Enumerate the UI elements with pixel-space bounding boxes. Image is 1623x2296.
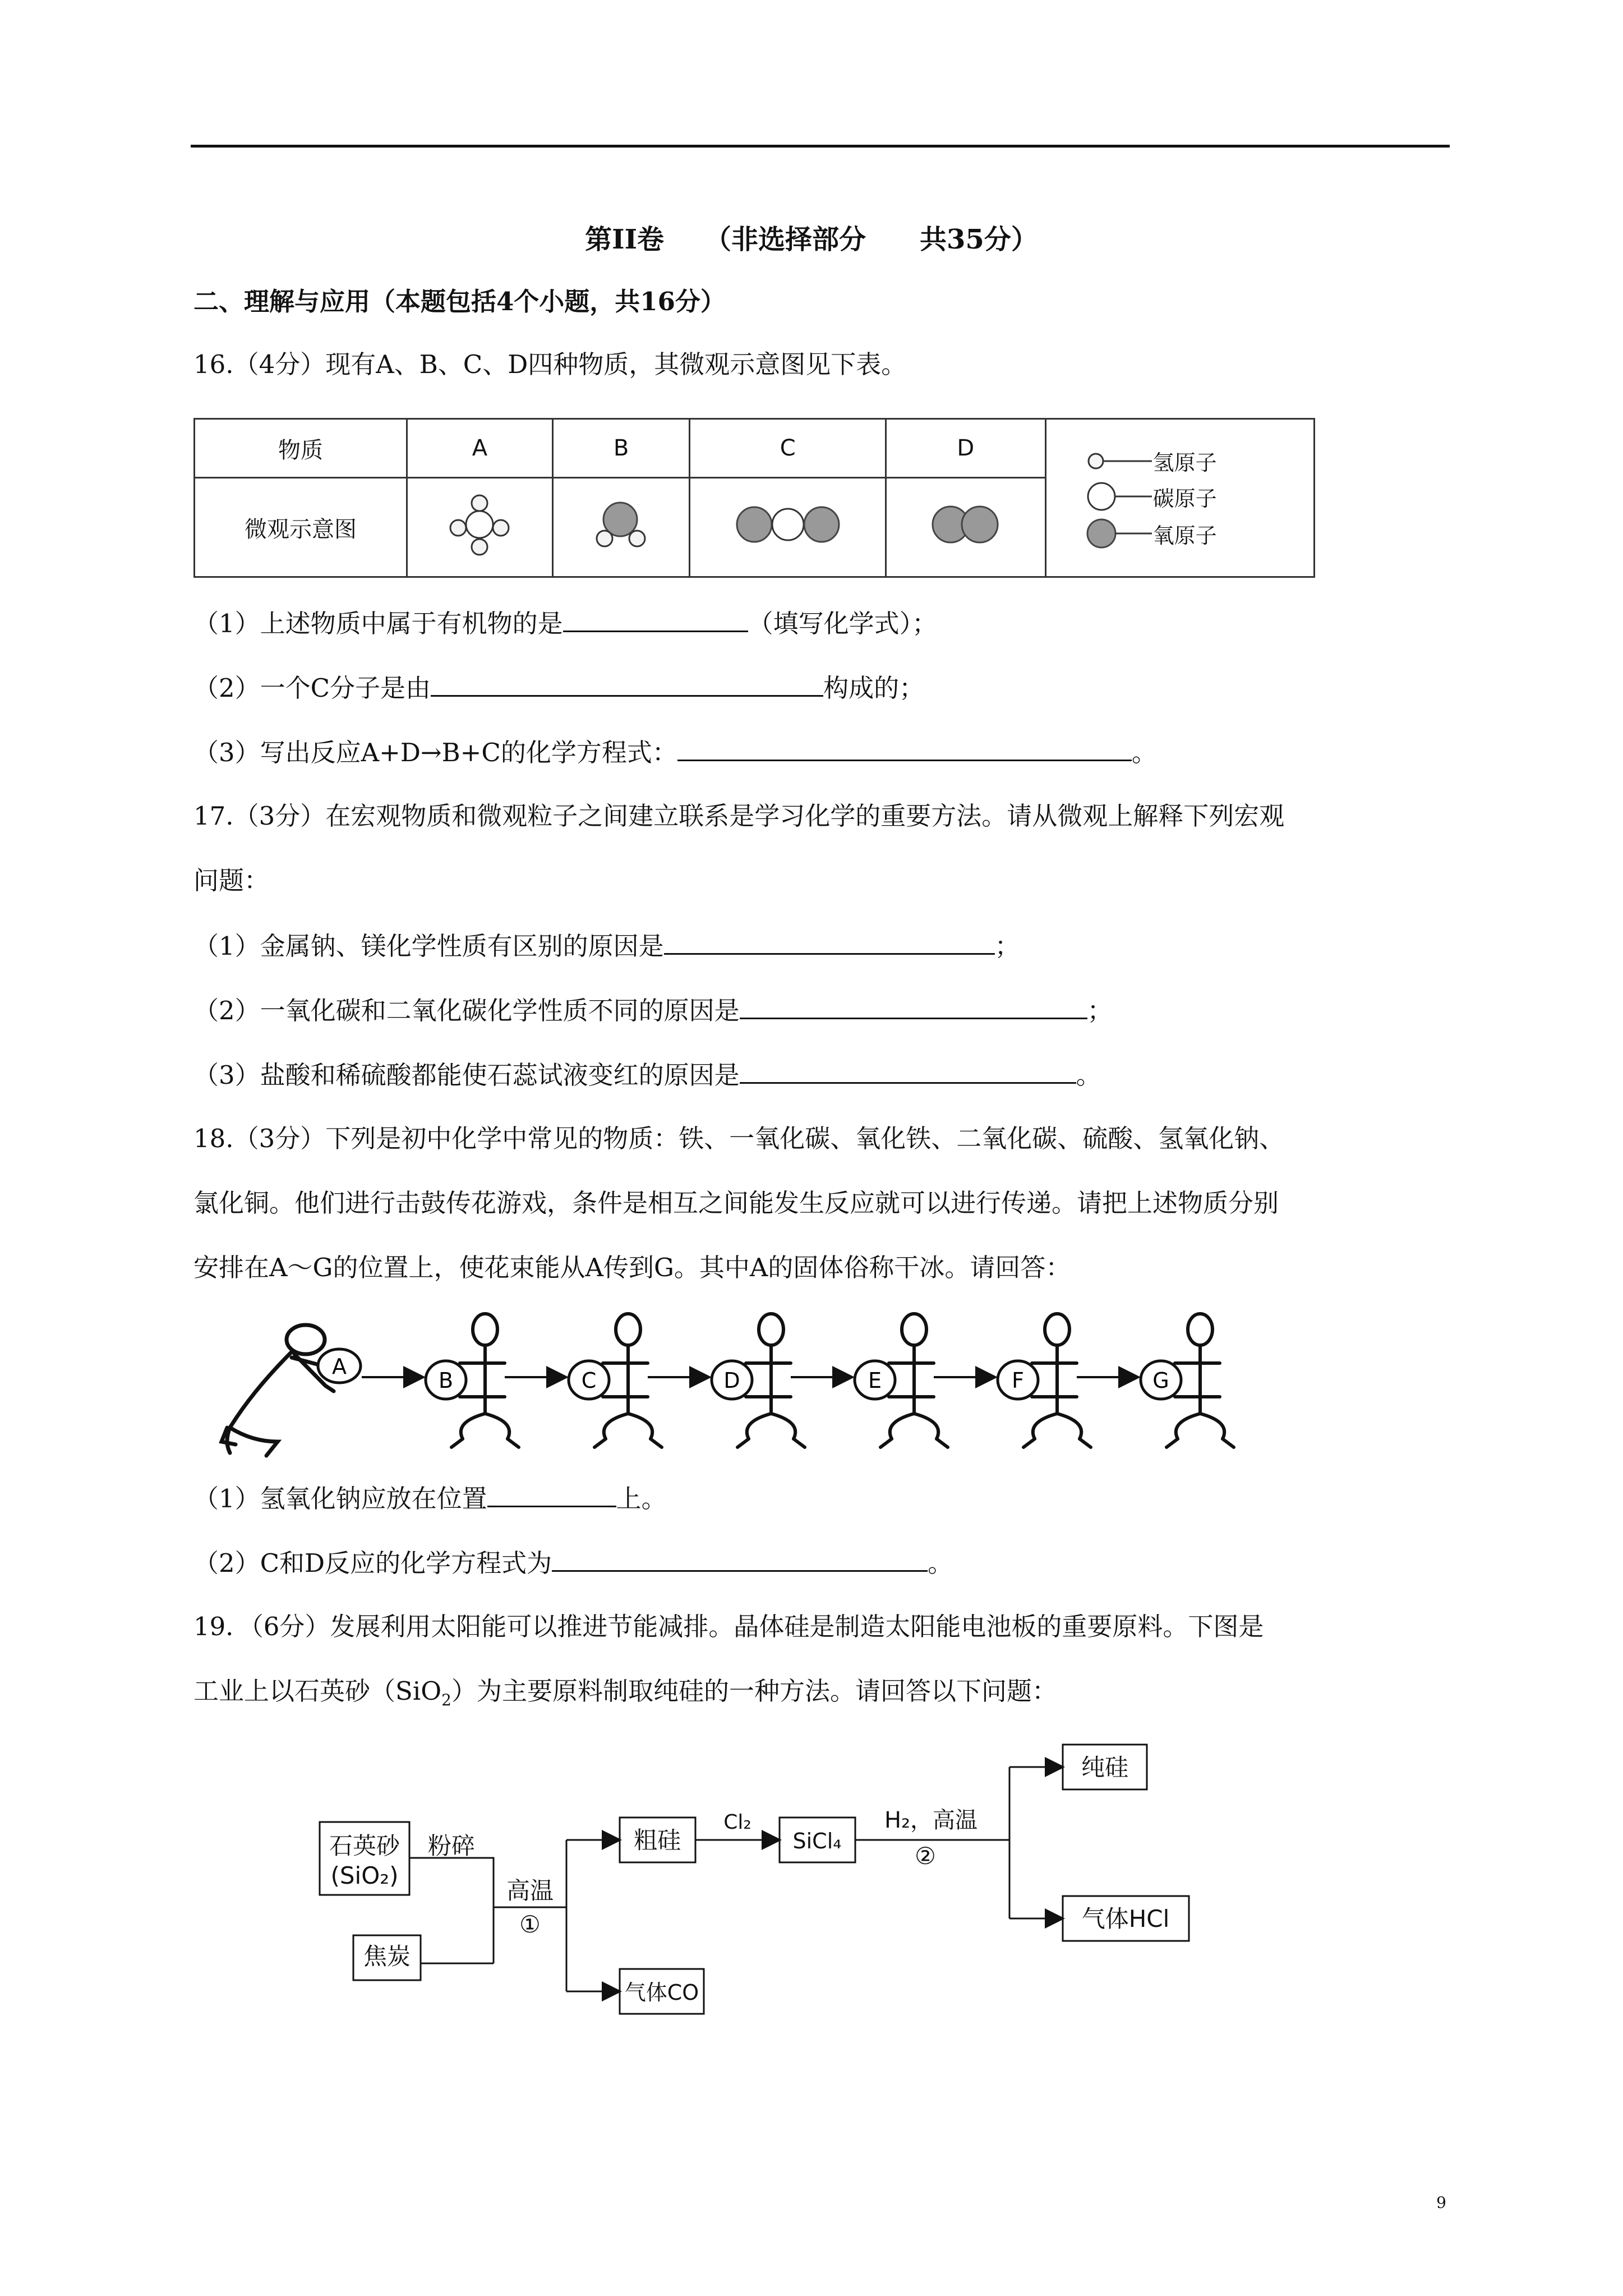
position-d	[712, 1361, 752, 1399]
molecule-d	[886, 478, 1045, 577]
hydrogen-atom-icon	[1086, 449, 1153, 473]
q16-part2: （2）一个C分子是由 构成的；	[193, 670, 924, 705]
gas-co-label: 气体CO	[624, 1980, 699, 2005]
q17-stem-line2: 问题：	[193, 866, 270, 895]
position-c	[569, 1361, 609, 1399]
position-label: F	[1012, 1368, 1024, 1393]
q19-stem-line2: 工业上以石英砂（SiO$_2$）为主要原料制取纯硅的一种方法。请回答以下问题：	[193, 1676, 1057, 1709]
gas-hcl-label: 气体HCl	[1081, 1905, 1170, 1932]
table-header-substance: 物质	[195, 419, 407, 478]
legend-hydrogen: 氢原子	[1086, 445, 1313, 476]
molecule-b	[552, 478, 690, 577]
legend-carbon: 碳原子	[1086, 480, 1313, 513]
coke-label: 焦炭	[363, 1943, 411, 1970]
carbon-dioxide-molecule-icon	[732, 499, 844, 550]
molecule-c	[690, 478, 886, 577]
answer-blank[interactable]	[664, 928, 995, 955]
column-b: B	[552, 419, 690, 478]
column-c: C	[690, 419, 886, 478]
q17-part3: （3）盐酸和稀硫酸都能使石蕊试液变红的原因是 。	[193, 1057, 1101, 1092]
drummer-figure	[222, 1325, 334, 1456]
q16-stem: 16.（4分）现有A、B、C、D四种物质，其微观示意图见下表。	[193, 349, 907, 379]
q18-part2: （2）C和D反应的化学方程式为 。	[193, 1545, 953, 1580]
part-title: 第II卷 （非选择部分 共35分）	[585, 224, 1038, 255]
answer-blank[interactable]	[740, 1057, 1076, 1084]
flower-passing-game-diagram	[213, 1307, 1279, 1464]
legend-oxygen: 氧原子	[1086, 517, 1313, 550]
q18-stem-line3: 安排在A～G的位置上，使花束能从A传到G。其中A的固体俗称干冰。请回答：	[193, 1253, 1071, 1282]
position-b	[426, 1361, 466, 1399]
position-g	[1141, 1361, 1181, 1399]
oxygen-atom-icon	[1086, 517, 1153, 550]
sicl4-label: SiCl₄	[792, 1829, 842, 1853]
q16-part3: （3）写出反应A+D→B+C的化学方程式： 。	[193, 735, 1157, 770]
position-e	[855, 1361, 895, 1399]
high-temp-label: 高温	[506, 1877, 554, 1904]
molecule-a	[407, 478, 553, 577]
q16-part1: （1）上述物质中属于有机物的是 （填写化学式）；	[193, 606, 937, 641]
answer-blank[interactable]	[677, 735, 1132, 761]
answer-blank[interactable]	[740, 993, 1087, 1019]
oxygen-molecule-icon	[924, 499, 1008, 550]
q17-part1: （1）金属钠、镁化学性质有区别的原因是 ；	[193, 928, 1020, 963]
table-header-micro: 微观示意图	[195, 478, 407, 577]
grind-label: 粉碎	[427, 1832, 476, 1860]
atom-legend	[1045, 419, 1314, 577]
top-rule	[191, 145, 1450, 148]
column-d: D	[886, 419, 1045, 478]
position-label: C	[581, 1368, 597, 1393]
answer-blank[interactable]	[431, 670, 823, 697]
q18-stem-line2: 氯化铜。他们进行击鼓传花游戏，条件是相互之间能发生反应就可以进行传递。请把上述物质分别	[193, 1188, 1279, 1218]
answer-blank[interactable]	[552, 1545, 928, 1572]
q17-stem-line1: 17.（3分）在宏观物质和微观粒子之间建立联系是学习化学的重要方法。请从微观上解释下列宏观	[193, 801, 1285, 831]
page-number: 9	[1436, 2193, 1446, 2212]
pure-silicon-label: 纯硅	[1081, 1754, 1129, 1781]
methane-molecule-icon	[443, 491, 516, 558]
q18-part1: （1）氢氧化钠应放在位置 上。	[193, 1481, 667, 1516]
position-a	[318, 1349, 361, 1383]
position-label: B	[438, 1368, 454, 1393]
silicon-production-flowchart	[308, 1728, 1262, 2025]
molecule-table	[193, 418, 1315, 578]
position-label: G	[1152, 1368, 1169, 1393]
position-label: A	[332, 1354, 347, 1379]
q18-stem-line1: 18.（3分）下列是初中化学中常见的物质：铁、一氧化碳、氧化铁、二氧化碳、硫酸、氢氧化钠、	[193, 1124, 1285, 1153]
q19-stem-line1: 19．（6分）发展利用太阳能可以推进节能减排。晶体硅是制造太阳能电池板的重要原料。下图是	[193, 1612, 1264, 1641]
quartz-label: 石英砂	[329, 1832, 400, 1860]
h2-condition-label: H₂，高温	[884, 1807, 978, 1833]
section-title: 二、理解与应用（本题包括4个小题，共16分）	[193, 287, 726, 316]
position-label: E	[868, 1368, 882, 1393]
step1-label: ①	[519, 1911, 541, 1938]
cl2-label: Cl₂	[723, 1811, 751, 1834]
water-molecule-icon	[588, 494, 655, 555]
answer-blank[interactable]	[487, 1481, 616, 1507]
position-label: D	[723, 1368, 740, 1393]
q17-part2: （2）一氧化碳和二氧化碳化学性质不同的原因是 ；	[193, 993, 1113, 1028]
carbon-atom-icon	[1086, 480, 1153, 513]
step2-label: ②	[915, 1842, 936, 1870]
answer-blank[interactable]	[563, 606, 748, 632]
crude-silicon-label: 粗硅	[633, 1826, 681, 1854]
quartz-formula: (SiO₂)	[330, 1862, 399, 1889]
column-a: A	[407, 419, 553, 478]
position-f	[998, 1361, 1038, 1399]
